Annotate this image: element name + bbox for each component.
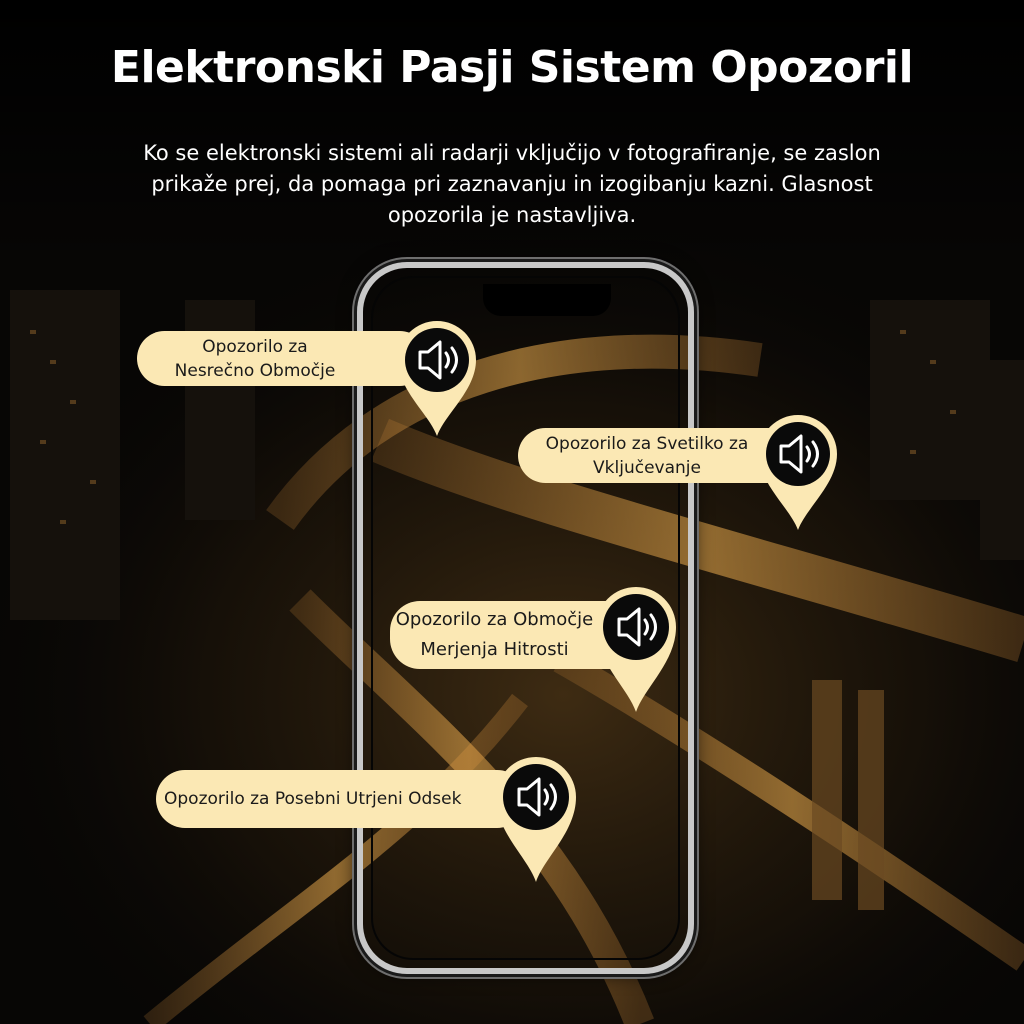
alert-pin-reinforced-section xyxy=(494,752,578,884)
alert-label: Opozorilo za Svetilko za Vključevanje xyxy=(545,433,749,478)
alert-pin-accident-zone xyxy=(396,318,478,438)
alert-label: Opozorilo za Nesrečno Območje xyxy=(174,336,336,381)
phone-notch xyxy=(483,284,611,316)
alert-label: Opozorilo za Posebni Utrjeni Odsek xyxy=(164,789,462,809)
alert-pin-traffic-light xyxy=(757,412,839,532)
speaker-icon xyxy=(594,582,678,714)
page-title: Elektronski Pasji Sistem Opozoril xyxy=(110,42,914,93)
alert-pin-speed-measurement xyxy=(594,582,678,714)
alert-label: Opozorilo za Območje Merjenja Hitrosti xyxy=(395,609,594,660)
speaker-icon xyxy=(494,752,578,884)
speaker-icon xyxy=(396,318,478,438)
page-description: Ko se elektronski sistemi ali radarji vključijo v fotografiranje, se zaslon prikaže prej, da pomaga pri zaznavanju in izogibanju kazni. Glasnost opozorila je nastavljiva. xyxy=(143,141,881,227)
alert-pill-accident-zone xyxy=(137,331,427,386)
alert-pill-reinforced-section xyxy=(156,770,526,828)
speaker-icon xyxy=(757,412,839,532)
